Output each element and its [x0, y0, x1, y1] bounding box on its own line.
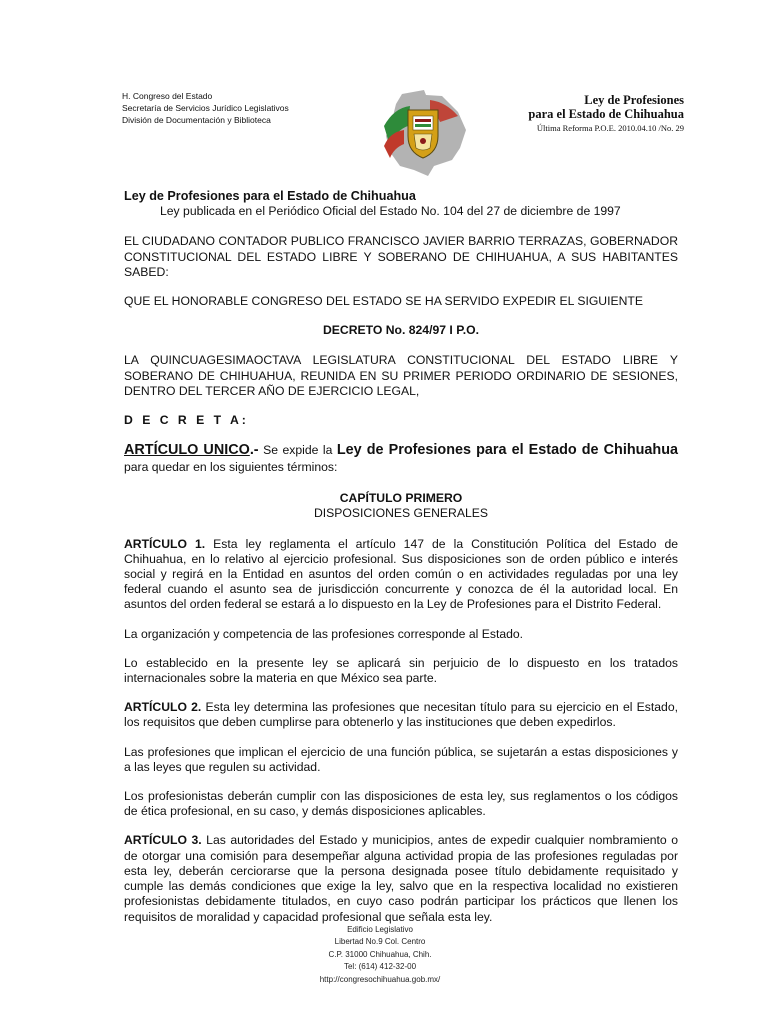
- article-3-label: ARTÍCULO 3.: [124, 833, 202, 848]
- articulo-unico-law-name: Ley de Profesiones para el Estado de Chihuahua: [336, 442, 678, 459]
- header-law-info: [528, 93, 684, 134]
- congress-paragraph: QUE EL HONORABLE CONGRESO DEL ESTADO SE HA SERVIDO EXPEDIR EL SIGUIENTE: [124, 294, 644, 309]
- article-2-paragraph: [124, 700, 678, 730]
- chapter-heading: CAPÍTULO PRIMERO: [339, 491, 463, 506]
- header-division: División de Documentación y Biblioteca: [122, 115, 271, 125]
- article-1-label: ARTÍCULO 1.: [124, 536, 206, 551]
- document-title: Ley de Profesiones para el Estado de Chihuahua: [124, 189, 416, 203]
- decreta-heading: D E C R E T A:: [124, 413, 249, 428]
- document-publication-note: Ley publicada en el Periódico Oficial del Estado No. 104 del 27 de diciembre de 1997: [160, 204, 621, 219]
- articulo-unico-paragraph: [124, 442, 678, 476]
- articulo-unico-label: ARTÍCULO UNICO: [124, 442, 250, 459]
- article-2-text: Esta ley determina las profesiones que necesitan título para su ejercicio en el Estado, los requisitos que deben cumplirse para obtenerlo y las instituciones que deben expedirlos.: [124, 700, 678, 730]
- header-law-state: para el Estado de Chihuahua: [528, 107, 684, 121]
- article-2-label: ARTÍCULO 2.: [124, 700, 202, 715]
- decree-number: DECRETO No. 824/97 I P.O.: [322, 323, 479, 338]
- articulo-unico-dash: .-: [249, 442, 259, 459]
- coat-of-arms-icon: [408, 110, 438, 158]
- treaties-paragraph: Lo establecido en la presente ley se aplicará sin perjuicio de lo dispuesto en los tratados internacionales sobre la materia en que México sea parte.: [124, 655, 678, 686]
- footer-city: C.P. 31000 Chihuahua, Chih.: [328, 949, 432, 959]
- footer-phone: Tel: (614) 412-32-00: [343, 962, 417, 972]
- articulo-unico-post: para quedar en los siguientes términos:: [124, 460, 338, 475]
- chihuahua-state-seal-logo: [380, 86, 468, 178]
- article-1-text: Esta ley reglamenta el artículo 147 de la Constitución Política del Estado de Chihuahua, en lo relativo al ejercicio profesional. Sus disposiciones son de orden público e interés social y regirá en la Entidad en asuntos del orden común o en actividades reguladas por una ley federal cuando el asunto sea de jurisdicción concurrente y conozca de él la autoridad local. En asuntos del orden federal se estará a lo dispuesto en la Ley de Profesiones para el Distrito Federal.: [124, 536, 678, 612]
- header-secretariat: Secretaría de Servicios Jurídico Legislativos: [122, 103, 289, 113]
- header-institution: [122, 90, 289, 126]
- article-3-text: Las autoridades del Estado y municipios, antes de expedir cualquier nombramiento o de otorgar una comisión para desempeñar alguna actividad propia de las profesiones reguladas por esta ley, deberán cerciorarse que la persona designada posee título debidamente requisitado y cumple las demás condiciones que exige la ley, salvo que en la respectiva localidad no existieren profesionistas debidamente titulados, en cuyo caso podrán participar los prácticos que llenen los requisitos de moralidad y capacidad profesional que señala esta ley.: [124, 833, 678, 924]
- intro-paragraph: EL CIUDADANO CONTADOR PUBLICO FRANCISCO JAVIER BARRIO TERRAZAS, GOBERNADOR CONSTITUCIONAL DEL ESTADO LIBRE Y SOBERANO DE CHIHUAHUA, A SUS HABITANTES SABED:: [124, 234, 678, 279]
- footer-website-link[interactable]: http://congresochihuahua.gob.mx/: [319, 974, 441, 984]
- legislature-paragraph: LA QUINCUAGESIMAOCTAVA LEGISLATURA CONSTITUCIONAL DEL ESTADO LIBRE Y SOBERANO DE CHIHUAHUA, REUNIDA EN SU PRIMER PERIODO ORDINARIO DE SESIONES, DENTRO DEL TERCER AÑO DE EJERCICIO LEGAL,: [124, 353, 678, 398]
- public-function-paragraph: Las profesiones que implican el ejercicio de una función pública, se sujetarán a estas disposiciones y a las leyes que regulen su actividad.: [124, 744, 678, 774]
- header-last-reform: Última Reforma P.O.E. 2010.04.10 /No. 29: [536, 123, 684, 133]
- footer-address: [300, 924, 460, 986]
- articulo-unico-pre: Se expide la: [258, 443, 337, 458]
- article-1-paragraph: [124, 537, 678, 613]
- header-law-title: Ley de Profesiones: [584, 93, 684, 107]
- article-3-paragraph: [124, 833, 678, 924]
- professionals-paragraph: Los profesionistas deberán cumplir con las disposiciones de esta ley, sus reglamentos o los códigos de ética profesional, en su caso, y demás disposiciones aplicables.: [124, 789, 678, 819]
- organization-paragraph: La organización y competencia de las profesiones corresponde al Estado.: [124, 626, 524, 641]
- footer-street: Libertad No.9 Col. Centro: [334, 937, 426, 947]
- header-congress: H. Congreso del Estado: [122, 91, 213, 101]
- chapter-name: DISPOSICIONES GENERALES: [313, 506, 489, 521]
- footer-building: Edificio Legislativo: [347, 925, 413, 934]
- document-body: [124, 189, 678, 925]
